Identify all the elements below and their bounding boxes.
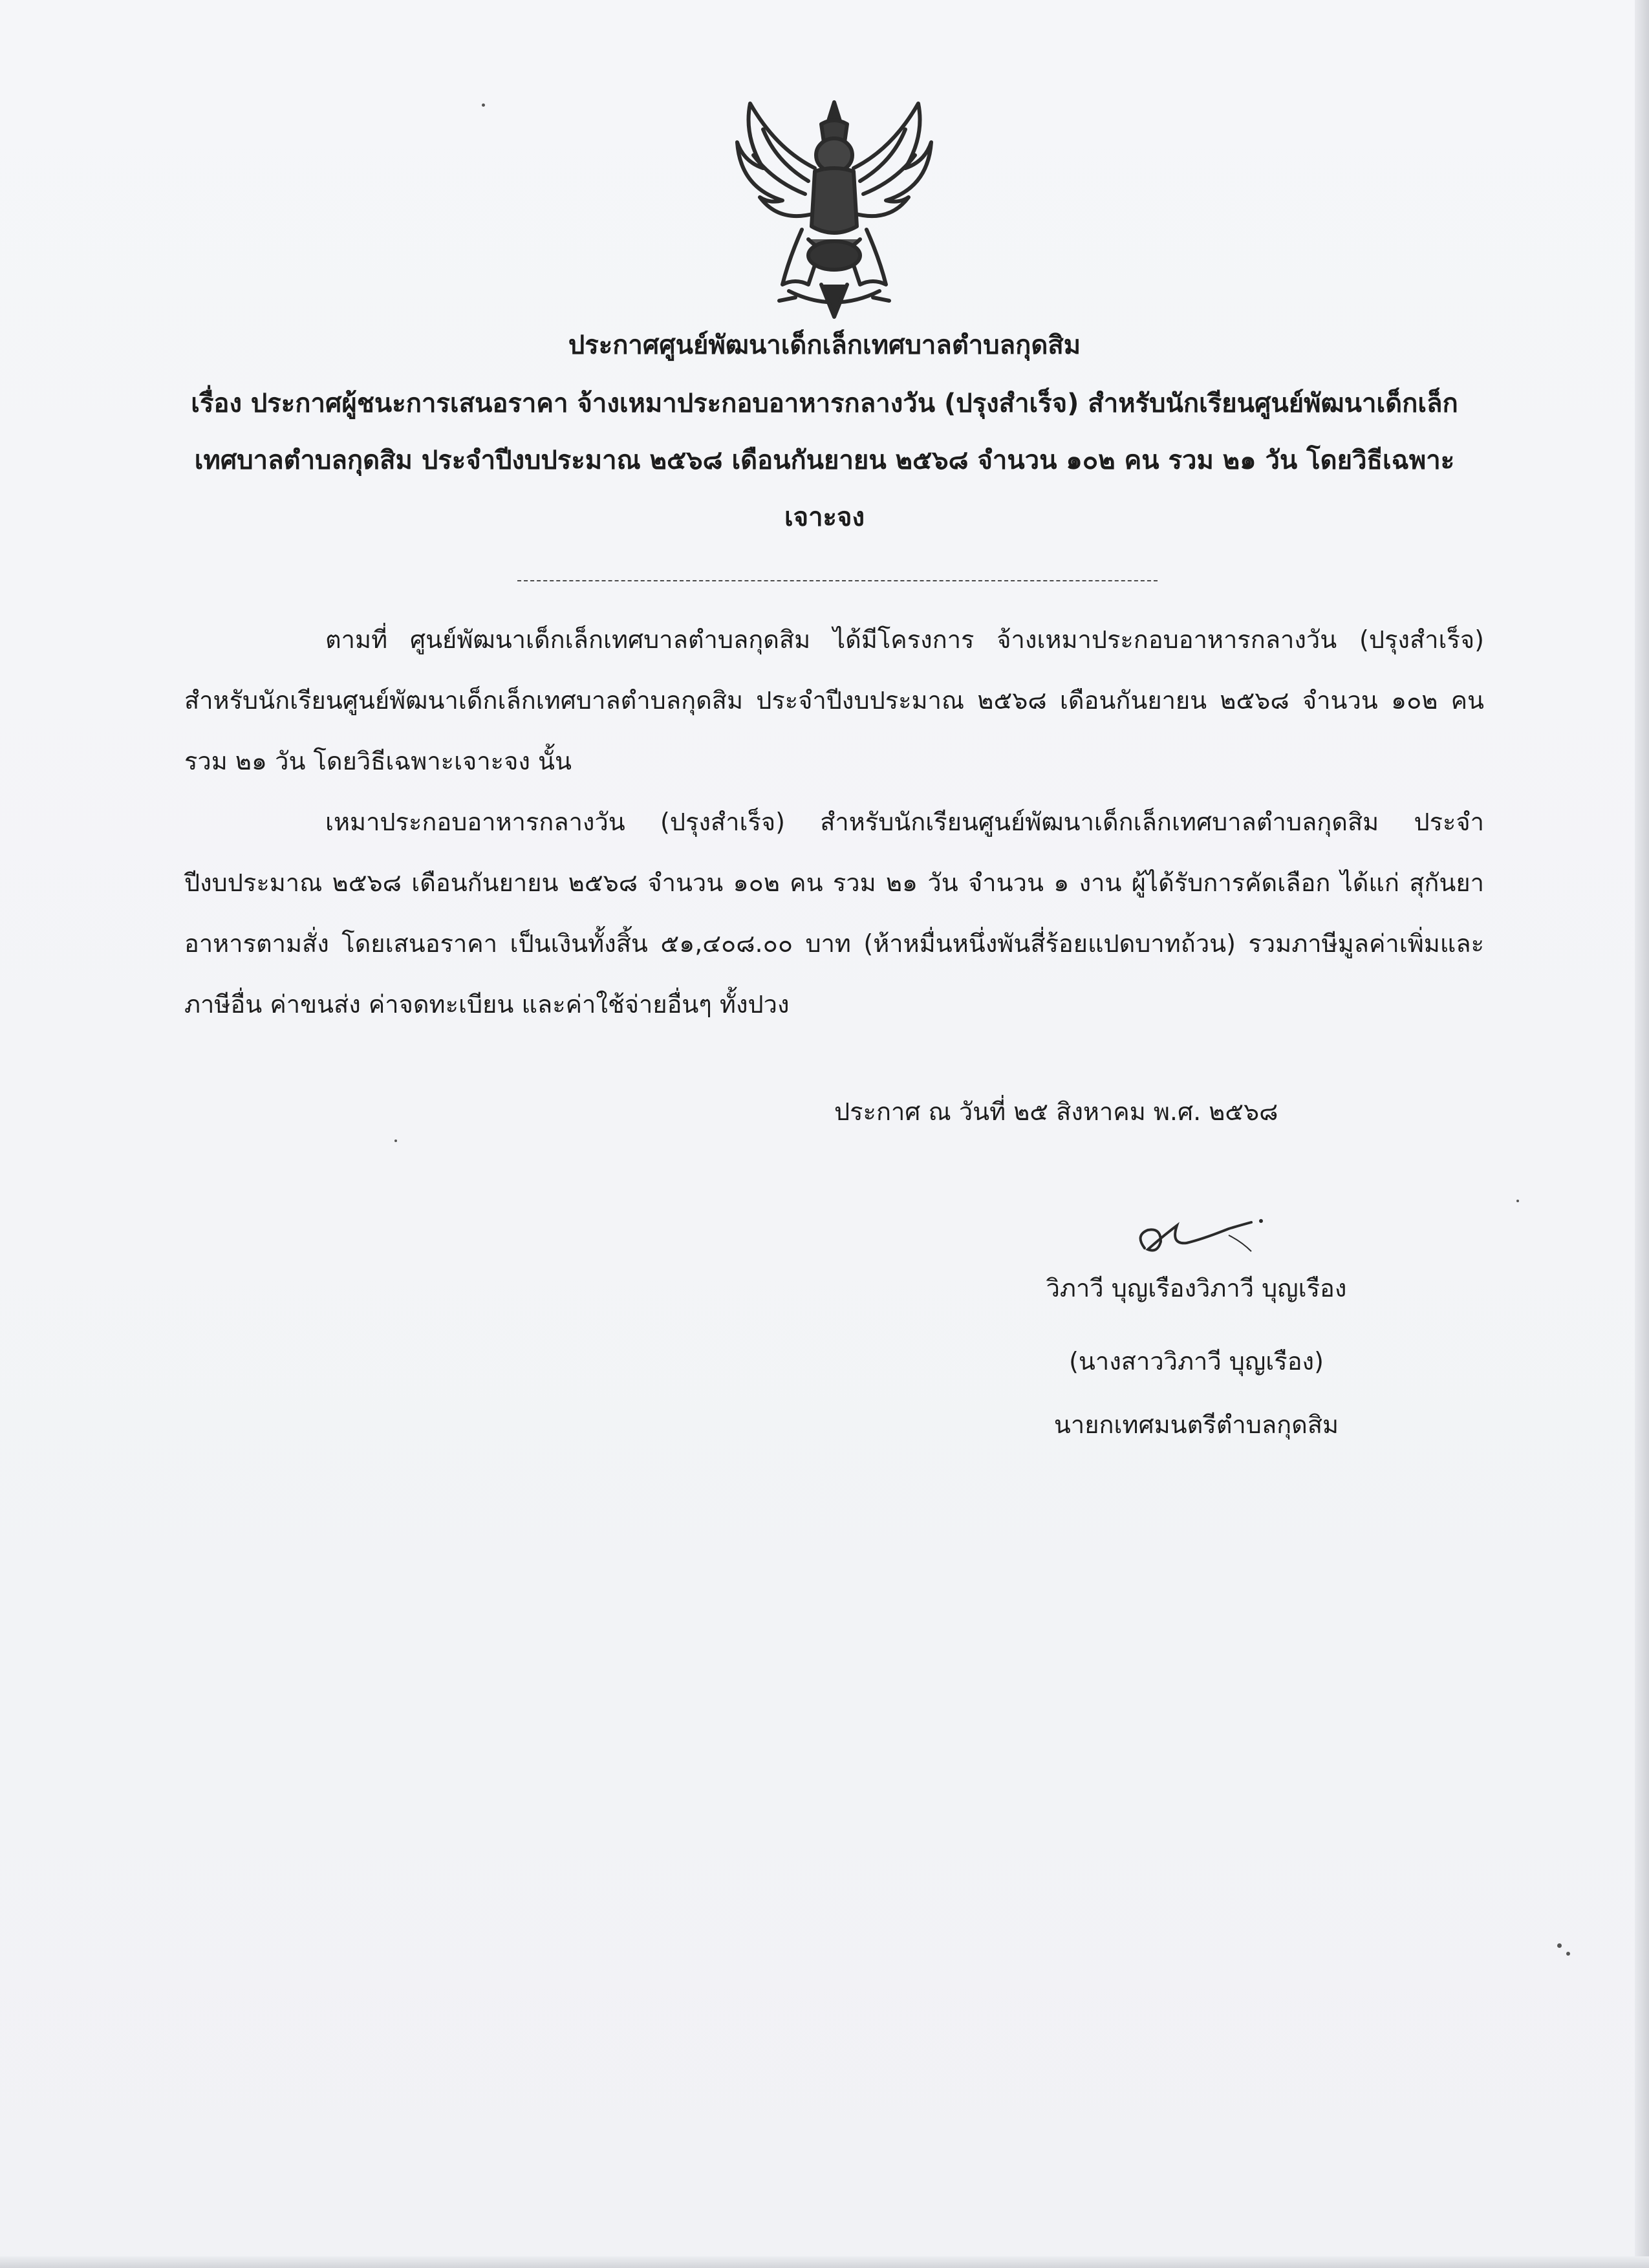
- garuda-emblem-icon: [724, 91, 944, 323]
- signer-position: นายกเทศมนตรีตำบลกุดสิม: [1053, 1410, 1339, 1439]
- scan-speck: [1516, 1200, 1519, 1202]
- document-subject: เรื่อง ประกาศผู้ชนะการเสนอราคา จ้างเหมาประกอบอาหารกลางวัน (ปรุงสำเร็จ) สำหรับนักเรียนศูนย์พัฒนาเด็กเล็กเทศบาลตำบลกุดสิม ประจำปีงบประมาณ ๒๕๖๘ เดือนกันยายน ๒๕๖๘ จำนวน ๑๐๒ คน รวม ๒๑ วัน โดยวิธีเฉพาะเจาะจง: [191, 389, 1458, 532]
- body-paragraph-2: เหมาประกอบอาหารกลางวัน (ปรุงสำเร็จ) สำหรับนักเรียนศูนย์พัฒนาเด็กเล็กเทศบาลตำบลกุดสิม ประจำปีงบประมาณ ๒๕๖๘ เดือนกันยายน ๒๕๖๘ จำนวน ๑๐๒ คน รวม ๒๑ วัน จำนวน ๑ งาน ผู้ได้รับการคัดเลือก ได้แก่ สุกันยา อาหารตามสั่ง โดยเสนอราคา เป็นเงินทั้งสิ้น ๕๑,๔๐๘.๐๐ บาท (ห้าหมื่นหนึ่งพันสี่ร้อยแปดบาทถ้วน) รวมภาษีมูลค่าเพิ่มและภาษีอื่น ค่าขนส่ง ค่าจดทะเบียน และค่าใช้จ่ายอื่นๆ ทั้งปวง: [184, 808, 1484, 1019]
- scan-speck: [394, 1139, 397, 1142]
- signer-full-name: (นางสาววิภาวี บุญเรือง): [1069, 1347, 1324, 1376]
- scan-edge-bottom: [0, 2256, 1649, 2268]
- scan-speck: [482, 103, 485, 107]
- scan-edge-right: [1635, 0, 1649, 2268]
- scan-speck: [1566, 1952, 1570, 1956]
- divider-line: [517, 580, 1158, 581]
- document-title: ประกาศศูนย์พัฒนาเด็กเล็กเทศบาลตำบลกุดสิม: [568, 330, 1081, 360]
- signer-name-line: วิภาวี บุญเรืองวิภาวี บุญเรือง: [1046, 1274, 1347, 1302]
- body-paragraph-1: ตามที่ ศูนย์พัฒนาเด็กเล็กเทศบาลตำบลกุดสิม ได้มีโครงการ จ้างเหมาประกอบอาหารกลางวัน (ปรุงสำเร็จ) สำหรับนักเรียนศูนย์พัฒนาเด็กเล็กเทศบาลตำบลกุดสิม ประจำปีงบประมาณ ๒๕๖๘ เดือนกันยายน ๒๕๖๘ จำนวน ๑๐๒ คน รวม ๒๑ วัน โดยวิธีเฉพาะเจาะจง นั้น: [184, 625, 1484, 775]
- scan-speck: [1557, 1943, 1562, 1948]
- announce-date: ประกาศ ณ วันที่ ๒๕ สิงหาคม พ.ศ. ๒๕๖๘: [834, 1097, 1278, 1126]
